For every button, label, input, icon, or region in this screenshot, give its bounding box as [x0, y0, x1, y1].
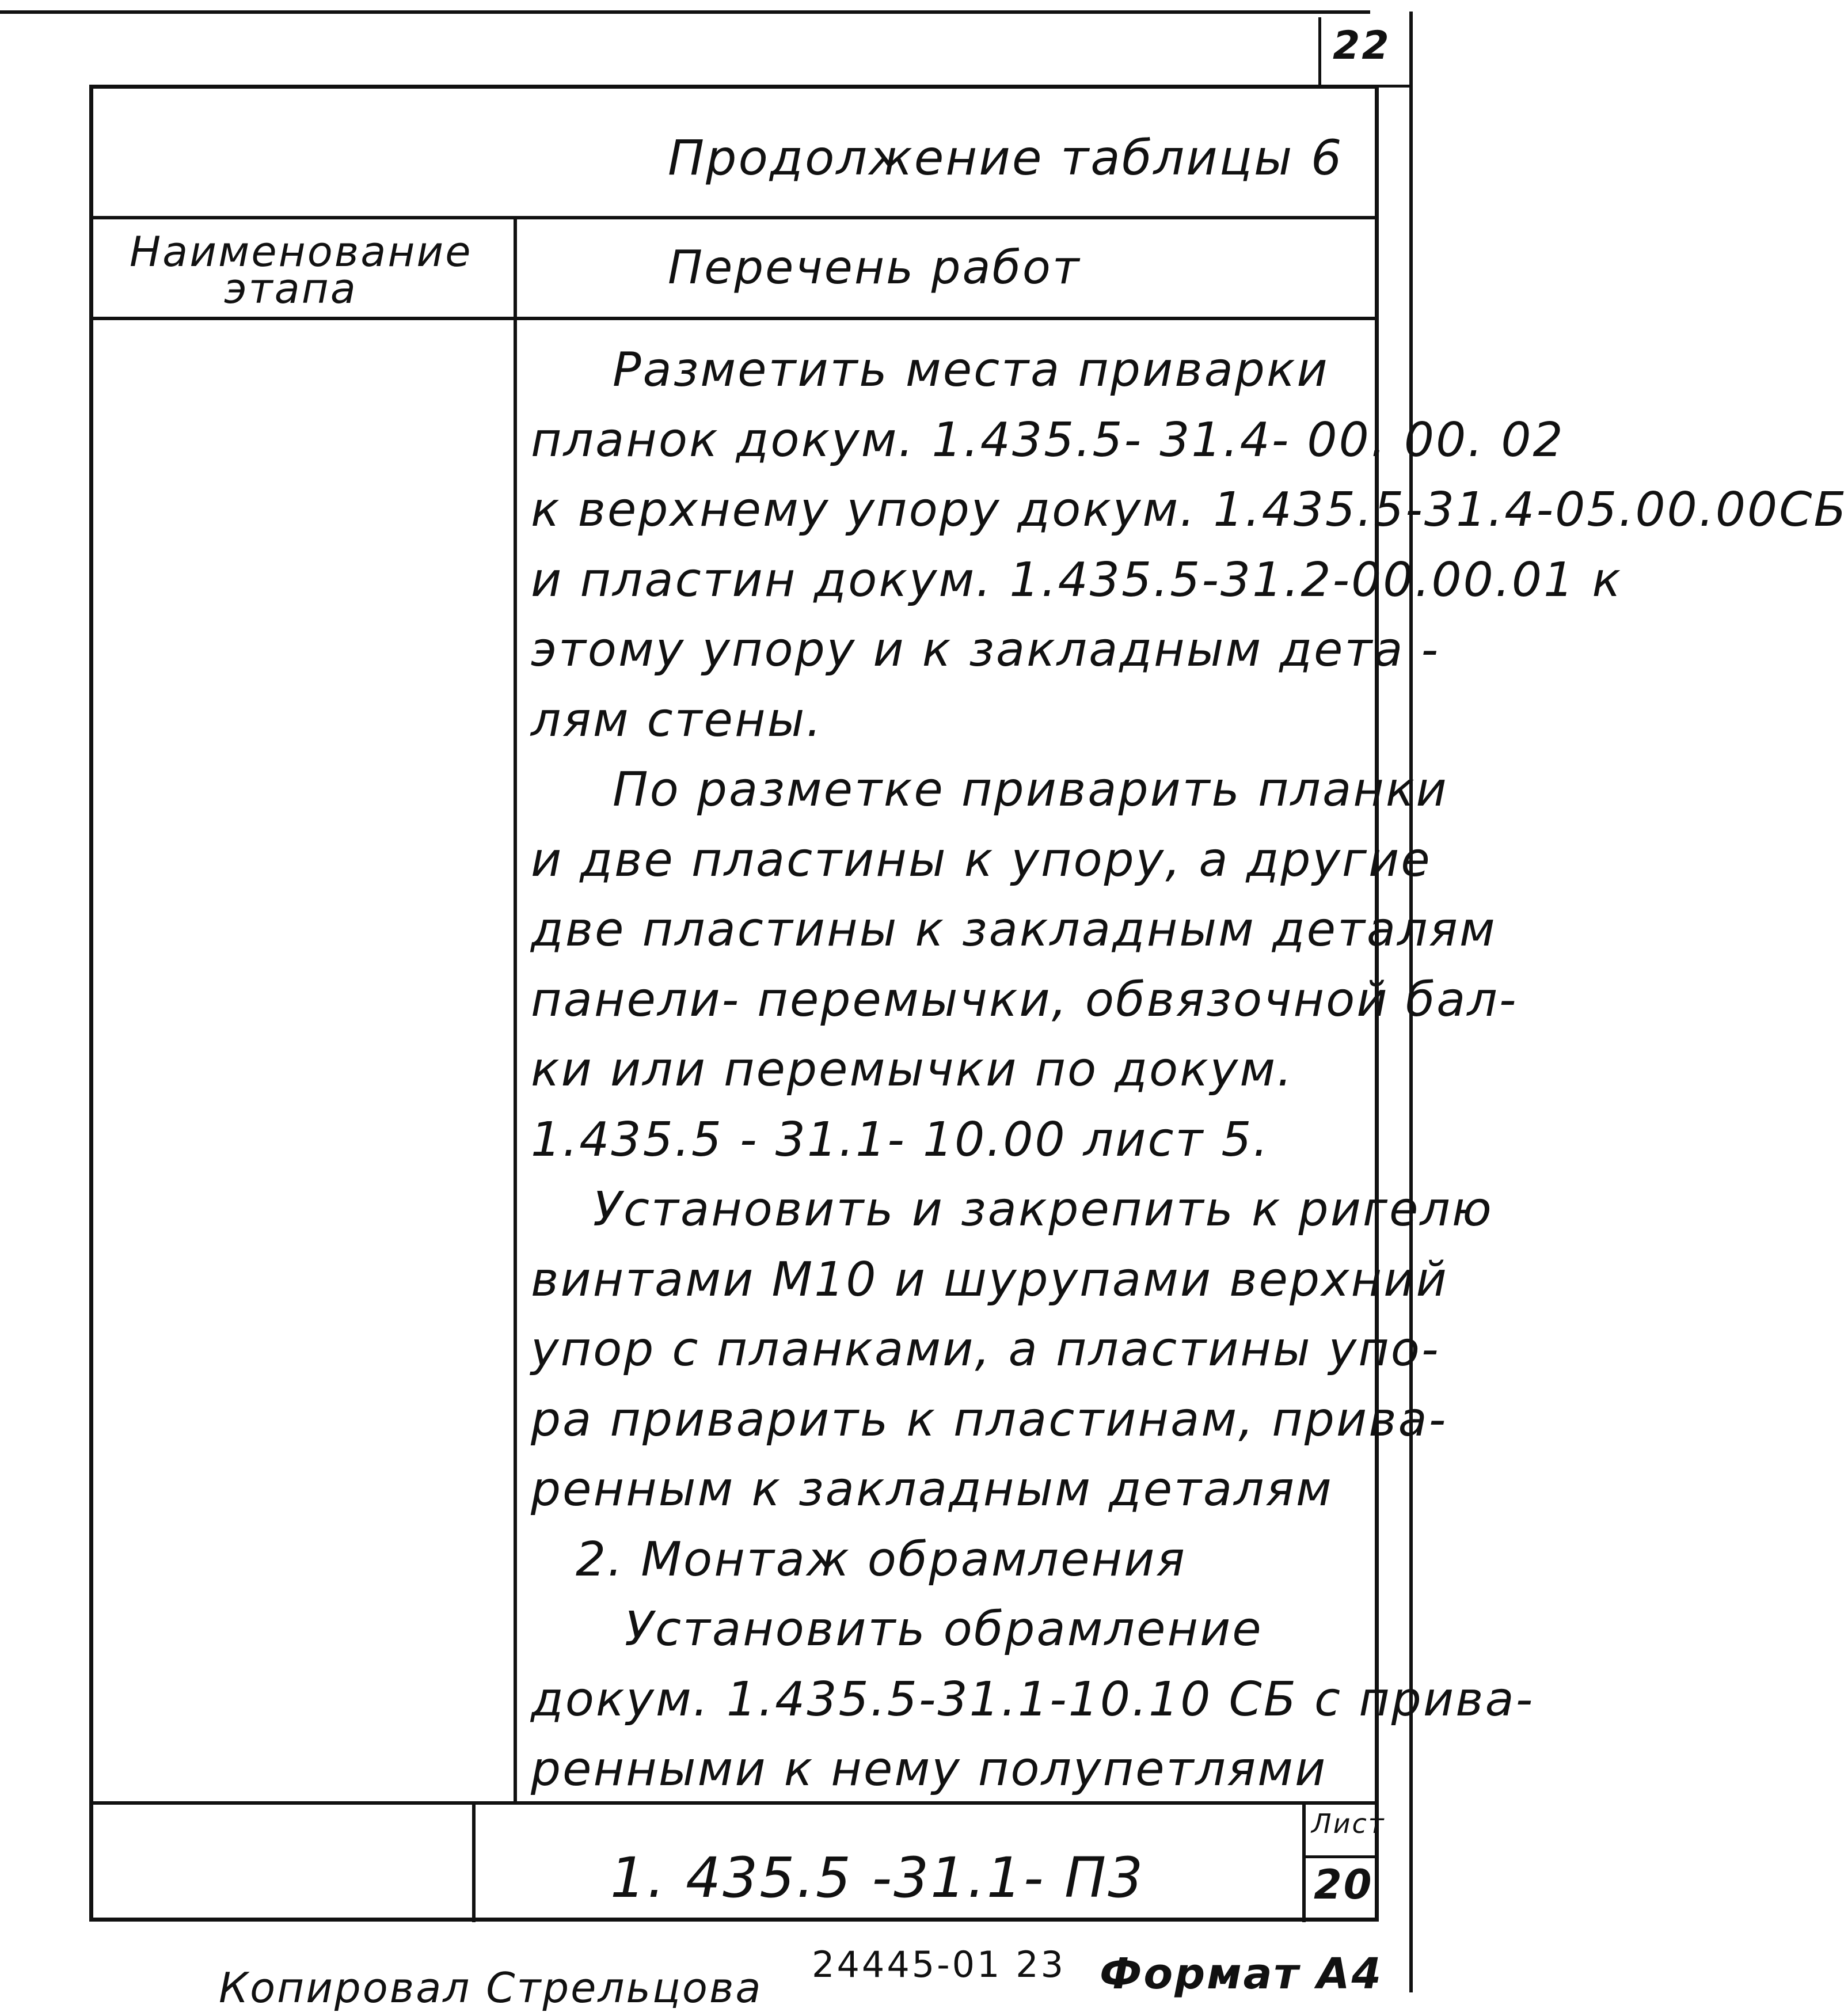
works-line: к верхнему упору докум. 1.435.5-31.4-05.00.00СБ [531, 483, 1848, 537]
works-line: Установить и закрепить к ригелю [593, 1182, 1493, 1237]
copied-by: Копировал Стрельцова [219, 1964, 763, 2012]
works-line: упор с планками, а пластины упо- [531, 1322, 1440, 1377]
top-edge-line [0, 10, 1370, 14]
stage-column-header: Наименование этапа [130, 227, 473, 313]
column-header-divider [89, 317, 1379, 320]
sheet-cell-left [1302, 1801, 1306, 1922]
works-line: ра приварить к пластинам, прива- [531, 1392, 1448, 1447]
works-line: и пластин докум. 1.435.5-31.2-00.00.01 к [531, 552, 1622, 608]
continuation-title: Продолжение таблицы 6 [668, 130, 1344, 186]
works-line: ки или перемычки по докум. [531, 1042, 1294, 1097]
title-block-divider [89, 1801, 1379, 1805]
works-line: ренным к закладным деталям [531, 1462, 1333, 1517]
document-code: 1. 435.5 -31.1- П3 [610, 1846, 1145, 1910]
works-line: Установить обрамление [625, 1602, 1263, 1657]
page-number-corner: 22 [1333, 23, 1391, 69]
works-line: докум. 1.435.5-31.1-10.10 СБ с прива- [531, 1672, 1535, 1727]
sheet-label: Лист [1311, 1808, 1386, 1839]
works-line: лям стены. [531, 692, 823, 747]
corner-box-left [1318, 17, 1321, 86]
works-line: планок докум. 1.435.5- 31.4- 00. 00. 02 [531, 412, 1565, 468]
header-divider [89, 216, 1379, 219]
works-line: Разметить места приварки [613, 343, 1329, 397]
works-line: этому упору и к закладным дета - [531, 622, 1440, 677]
works-line: и две пластины к упору, а другие [531, 832, 1432, 887]
title-block-left [472, 1801, 476, 1922]
works-line: панели- перемычки, обвязочной бал- [531, 972, 1518, 1027]
sheet-number: 20 [1314, 1861, 1374, 1908]
works-column-header: Перечень работ [668, 241, 1081, 294]
works-line: По разметке приварить планки [613, 762, 1448, 817]
order-number: 24445-01 23 [812, 1943, 1066, 1986]
works-line: 1.435.5 - 31.1- 10.00 лист 5. [531, 1112, 1270, 1167]
column-divider [514, 216, 517, 1803]
works-line: винтами М10 и шурупами верхний [531, 1252, 1448, 1307]
format-label: Формат А4 [1100, 1949, 1383, 1999]
works-line: 2. Монтаж обрамления [576, 1532, 1187, 1587]
works-line: ренными к нему полупетлями [531, 1742, 1328, 1797]
works-line: две пластины к закладным деталям [531, 902, 1497, 957]
sheet-cell-divider [1302, 1855, 1379, 1858]
